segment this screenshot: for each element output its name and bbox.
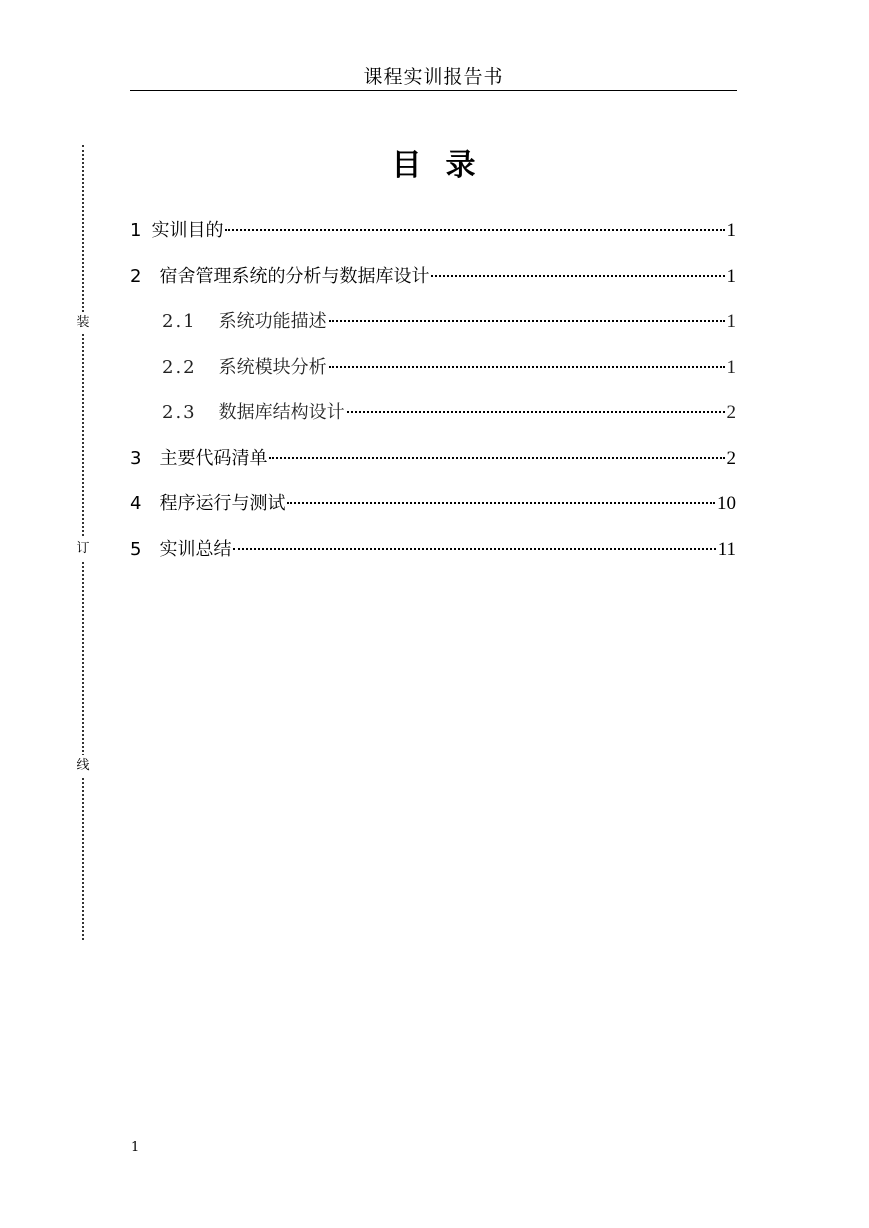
toc-entry-label: 实训目的: [151, 220, 224, 241]
toc-entry-number: 2.2: [162, 356, 197, 378]
toc-title-char: 录: [445, 148, 476, 183]
toc-title: [130, 140, 737, 184]
toc-entry-label: 主要代码清单: [159, 447, 268, 469]
toc-entry-page: 1: [726, 265, 736, 287]
toc-entry-label: 宿舍管理系统的分析与数据库设计: [159, 265, 430, 287]
binding-label-zhuang: 装: [73, 312, 93, 334]
toc-subentry[interactable]: [130, 307, 736, 353]
toc-leader-dots: [269, 457, 724, 459]
toc-leader-dots: [347, 411, 725, 413]
binding-label-xian: 线: [73, 755, 93, 777]
toc-entry-label: 数据库结构设计: [218, 402, 345, 423]
toc-entry-label: 系统功能描述: [218, 311, 327, 332]
toc-entry-number: 3: [130, 447, 142, 469]
toc-subentry[interactable]: [130, 398, 736, 444]
toc-leader-dots: [329, 366, 725, 368]
toc-entry[interactable]: [130, 444, 736, 490]
toc-entry-label: 程序运行与测试: [159, 493, 286, 514]
toc-subentry[interactable]: [130, 353, 736, 399]
toc-entry[interactable]: [130, 535, 736, 581]
toc-entry[interactable]: [130, 216, 736, 262]
toc-leader-dots: [233, 548, 715, 550]
toc-entry[interactable]: [130, 489, 736, 535]
toc-entry-number: 2.3: [162, 402, 197, 423]
toc-leader-dots: [329, 320, 725, 322]
toc-entry-page: 1: [726, 220, 736, 241]
binding-label-ding: 订: [73, 538, 93, 560]
toc-entry-number: 2: [130, 265, 142, 287]
running-header: 课程实训报告书: [363, 66, 504, 88]
toc-entry-page: 2: [726, 402, 736, 423]
toc-entry-page: 10: [717, 493, 736, 514]
toc-entry-number: 2.1: [162, 311, 197, 332]
toc-leader-dots: [287, 502, 715, 504]
toc-entry-page: 11: [717, 538, 736, 560]
toc-entry-page: 2: [726, 447, 736, 469]
toc-entry-number: 1: [130, 220, 142, 241]
toc-leader-dots: [431, 275, 724, 277]
table-of-contents: [130, 216, 736, 580]
header-rule: [130, 90, 737, 91]
footer-page-number: 1: [131, 1140, 140, 1155]
toc-entry-page: 1: [726, 311, 736, 332]
toc-entry-page: 1: [726, 356, 736, 378]
toc-entry-number: 4: [130, 493, 142, 514]
toc-leader-dots: [225, 229, 724, 231]
toc-entry[interactable]: [130, 262, 736, 308]
toc-title-char: 目: [391, 148, 422, 183]
toc-entry-number: 5: [130, 538, 142, 560]
toc-entry-label: 系统模块分析: [218, 356, 327, 378]
toc-entry-label: 实训总结: [159, 538, 232, 560]
